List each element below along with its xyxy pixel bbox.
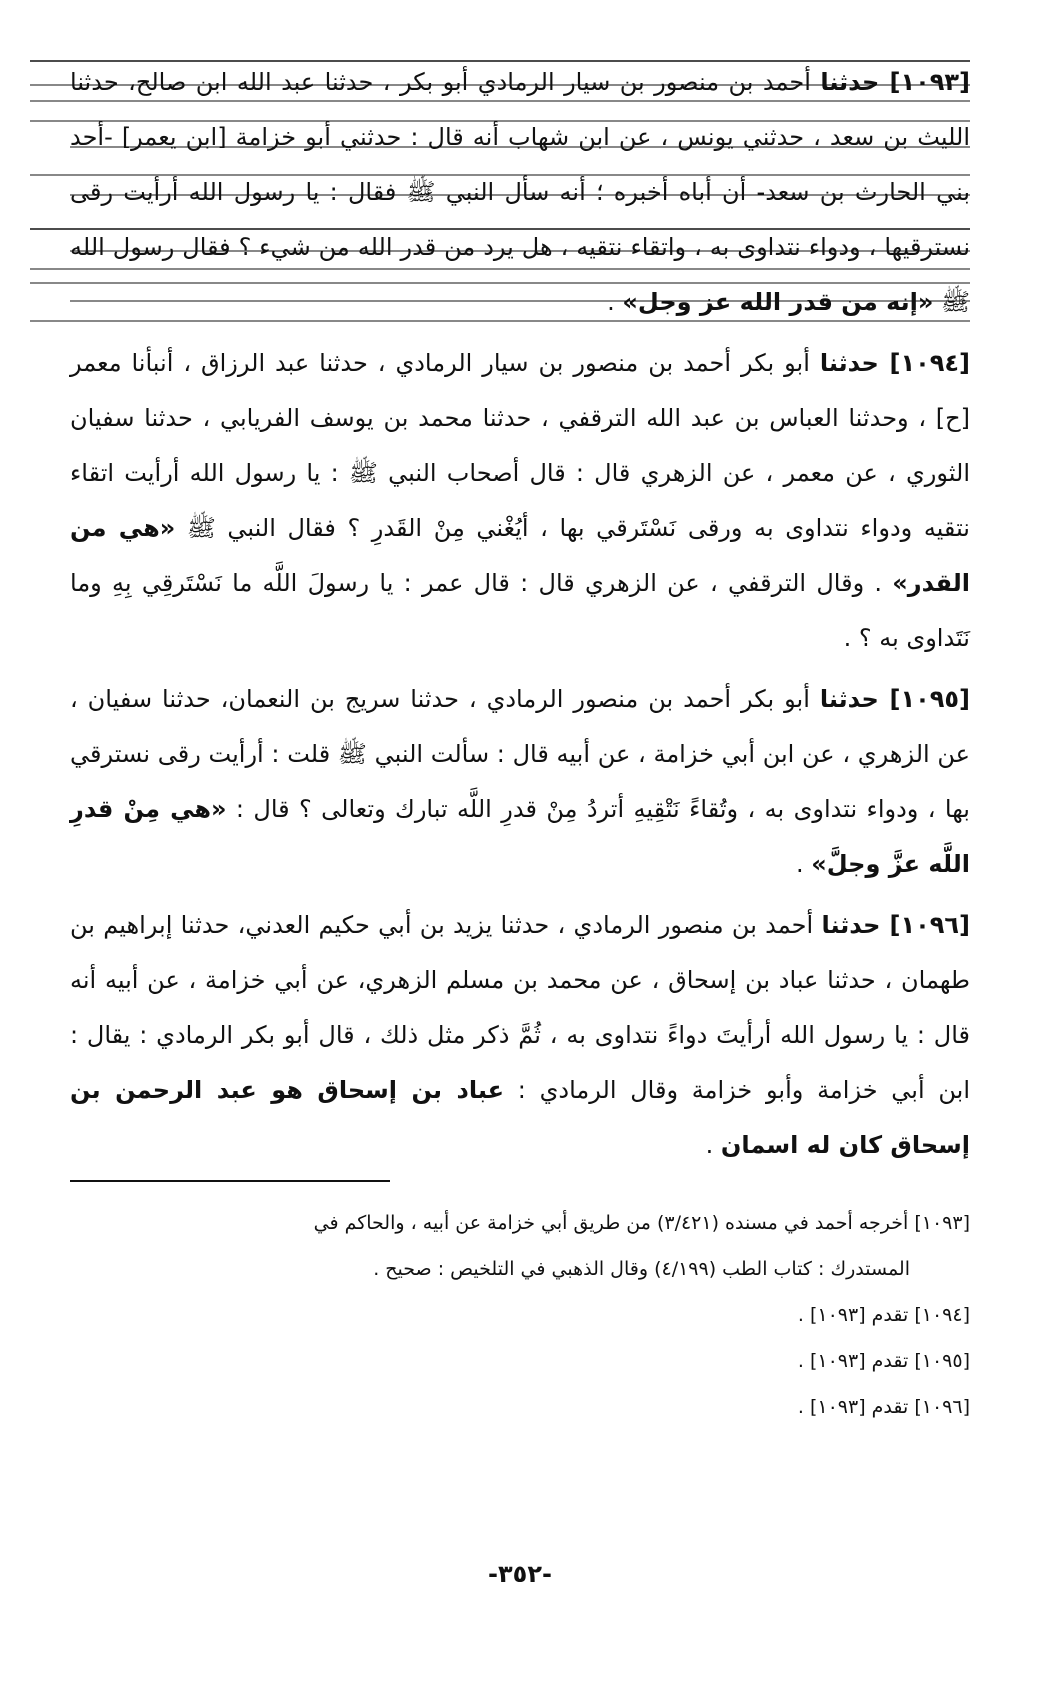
hadith-1094-quote: «هي من القدر» (70, 514, 970, 597)
footnote-1095: [١٠٩٥] تقدم [١٠٩٣] . (797, 1350, 970, 1372)
hadith-1096-quote: عباد بن إسحاق هو عبد الرحمن بن إسحاق كان له اسمان (70, 1076, 970, 1159)
hadith-1096-text: أحمد بن منصور الرمادي ، حدثنا يزيد بن أبي حكيم العدني، حدثنا إبراهيم بن طهمان ، حدثنا عباد بن إسحاق ، عن محمد بن مسلم الزهري، عن أبي خزامة ، عن أبيه أنه قال : يا رسول الله أرأيتَ دواءً نتداوى به ، ثُمَّ ذكر مثل ذلك ، قال أبو بكر الرمادي : يقال : ابن أبي خزامة وأبو خزامة وقال الرمادي : (70, 911, 970, 1104)
hadith-1096-lead: [١٠٩٦] حدثنا (821, 911, 970, 939)
hadith-1095-text: أبو بكر أحمد بن منصور الرمادي ، حدثنا سريج بن النعمان، حدثنا سفيان ، عن الزهري ، عن ابن أبي خزامة ، عن أبيه قال : سألت النبي ﷺ قلت : أرأيت رقى نسترقي بها ، ودواء نتداوى به ، وتُقاءً نَتْقِيهِ أتردُ مِنْ قدرِ اللَّه تبارك وتعالى ؟ قال : (70, 685, 970, 823)
hadith-1095-lead: [١٠٩٥] حدثنا (819, 685, 970, 713)
footnote-1096: [١٠٩٦] تقدم [١٠٩٣] . (797, 1396, 970, 1418)
document-page (70, 55, 970, 1655)
hadith-1095 (70, 672, 970, 892)
hadith-1094-lead: [١٠٩٤] حدثنا (819, 349, 970, 377)
hadith-1094-text: أبو بكر أحمد بن منصور بن سيار الرمادي ، حدثنا عبد الرزاق ، أنبأنا معمر [ح] ، وحدثنا العباس بن عبد الله الترقفي ، حدثنا محمد بن يوسف الفريابي ، حدثنا سفيان الثوري ، عن معمر ، عن الزهري قال : قال أصحاب النبي ﷺ : يا رسول الله أرأيت اتقاء نتقيه ودواء نتداوى به ورقى نَسْتَرقي بها ، أيُغْني مِنْ القَدرِ ؟ فقال النبي ﷺ (70, 349, 970, 542)
footnote-1093-continued: المستدرك : كتاب الطب (٤/١٩٩) وقال الذهبي في التلخيص : صحيح . (373, 1258, 910, 1280)
hadith-1093-tail: . (607, 288, 623, 316)
footnote-1093: [١٠٩٣] أخرجه أحمد في مسنده (٣/٤٢١) من طريق أبي خزامة عن أبيه ، والحاكم في (313, 1212, 970, 1234)
hadith-1096-tail: . (705, 1131, 721, 1159)
footnotes (70, 1200, 970, 1430)
footnote-separator (70, 1180, 390, 1182)
hadith-1094-tail: . وقال الترقفي ، عن الزهري قال : قال عمر : يا رسولَ اللَّه ما نَسْتَرقِي بِهِ وما نَتَداوى به ؟ . (70, 569, 970, 652)
hadith-1093-lead: [١٠٩٣] حدثنا (820, 68, 971, 96)
hadith-1094 (70, 336, 970, 666)
page-number: -٣٥٢- (488, 1560, 552, 1588)
hadith-1095-tail: . (795, 850, 812, 878)
footnote-1094: [١٠٩٤] تقدم [١٠٩٣] . (797, 1304, 970, 1326)
hadith-1093-text: أحمد بن منصور بن سيار الرمادي أبو بكر ، حدثنا عبد الله ابن صالح، حدثنا الليث بن سعد ، حدثني يونس ، عن ابن شهاب أنه قال : حدثني أبو خزامة [ابن يعمر] -أحد بني الحارث بن سعد- أن أباه أخبره ؛ أنه سأل النبي ﷺ فقال : يا رسول الله أرأيت رقى نسترقيها ، ودواء نتداوى به ، واتقاء نتقيه ، هل يرد من قدر الله من شيء ؟ فقال رسول الله ﷺ (70, 68, 970, 316)
hadith-1093-block (70, 55, 970, 330)
hadith-1093 (70, 55, 970, 330)
hadith-1096 (70, 898, 970, 1173)
hadith-1093-quote: «إنه من قدر الله عز وجل» (622, 288, 934, 316)
hadith-1095-quote: «هي مِنْ قدرِ اللَّه عزَّ وجلَّ» (70, 795, 970, 878)
